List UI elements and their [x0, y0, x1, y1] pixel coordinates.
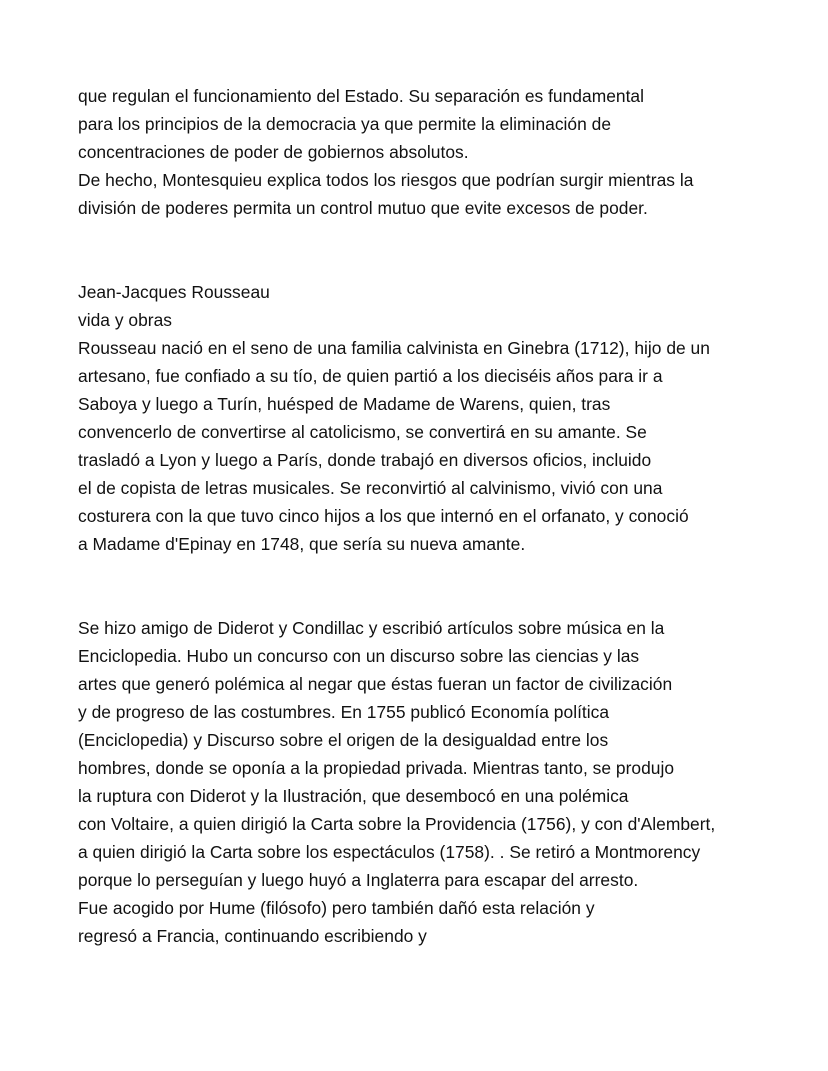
section-heading: Jean-Jacques Rousseau [78, 282, 270, 302]
text-line: artes que generó polémica al negar que éstas fueran un factor de civilización [78, 674, 673, 694]
text-line: trasladó a Lyon y luego a París, donde trabajó en diversos oficios, incluido [78, 450, 652, 470]
text-line: con Voltaire, a quien dirigió la Carta sobre la Providencia (1756), y con d'Alembert, [78, 814, 716, 834]
text-line: convencerlo de convertirse al catolicismo, se convertirá en su amante. Se [78, 422, 647, 442]
text-line: la ruptura con Diderot y la Ilustración, que desembocó en una polémica [78, 786, 629, 806]
text-line: costurera con la que tuvo cinco hijos a los que internó en el orfanato, y conoció [78, 506, 689, 526]
text-line: Se hizo amigo de Diderot y Condillac y escribió artículos sobre música en la [78, 618, 665, 638]
text-line: a Madame d'Epinay en 1748, que sería su nueva amante. [78, 534, 526, 554]
text-line: y de progreso de las costumbres. En 1755 publicó Economía política [78, 702, 610, 722]
text-line: Saboya y luego a Turín, huésped de Madame de Warens, quien, tras [78, 394, 611, 414]
text-line: De hecho, Montesquieu explica todos los riesgos que podrían surgir mientras la [78, 170, 694, 190]
text-line: que regulan el funcionamiento del Estado. Su separación es fundamental [78, 86, 645, 106]
text-line: Fue acogido por Hume (filósofo) pero también dañó esta relación y [78, 898, 595, 918]
text-line: división de poderes permita un control mutuo que evite excesos de poder. [78, 198, 648, 218]
text-line: (Enciclopedia) y Discurso sobre el origen de la desigualdad entre los [78, 730, 609, 750]
text-line: artesano, fue confiado a su tío, de quien partió a los dieciséis años para ir a [78, 366, 663, 386]
text-line: porque lo perseguían y luego huyó a Inglaterra para escapar del arresto. [78, 870, 639, 890]
text-line: Enciclopedia. Hubo un concurso con un discurso sobre las ciencias y las [78, 646, 640, 666]
text-line: Rousseau nació en el seno de una familia calvinista en Ginebra (1712), hijo de un [78, 338, 710, 358]
text-line: concentraciones de poder de gobiernos absolutos. [78, 142, 469, 162]
section-subheading: vida y obras [78, 310, 173, 330]
text-line: regresó a Francia, continuando escribiendo y [78, 926, 427, 946]
text-line: a quien dirigió la Carta sobre los espectáculos (1758). . Se retiró a Montmorency [78, 842, 701, 862]
text-line: para los principios de la democracia ya que permite la eliminación de [78, 114, 612, 134]
text-line: el de copista de letras musicales. Se reconvirtió al calvinismo, vivió con una [78, 478, 663, 498]
text-line: hombres, donde se oponía a la propiedad privada. Mientras tanto, se produjo [78, 758, 675, 778]
